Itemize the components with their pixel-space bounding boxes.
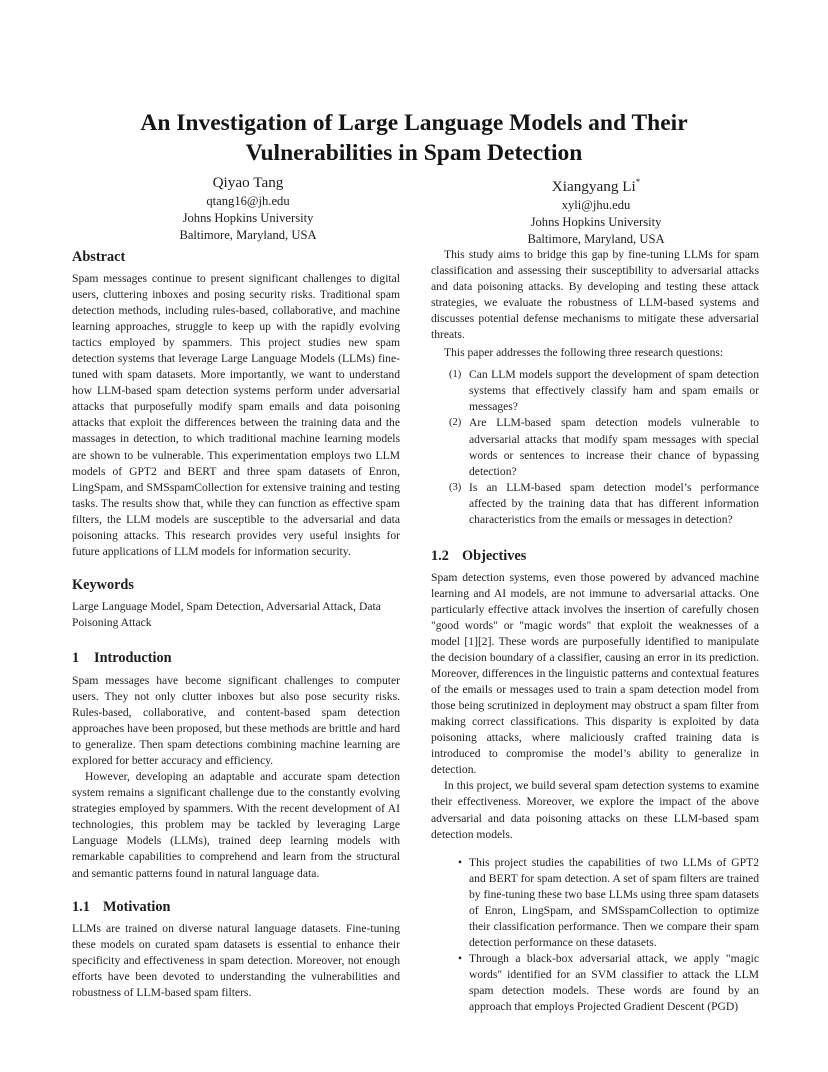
author-location: Baltimore, Maryland, USA xyxy=(179,228,317,242)
list-marker: (3) xyxy=(449,481,462,493)
section-heading-introduction xyxy=(72,648,400,668)
section-number: 1.1 xyxy=(72,898,90,915)
research-question-item xyxy=(449,415,759,479)
bullet-icon: • xyxy=(458,951,463,965)
objectives-paragraph-1: Spam detection systems, even those powered by advanced machine learning and AI models, are not immune to adversarial attacks. One particularly effective attack involves the insertion of carefully chosen "good words" or "magic words" that exploit the weaknesses of a model [1][2]. These words are purposefully identified to manipulate the decision boundary of a classifier, causing an error in its prediction. Moreover, differences in the linguistic patterns and contextual features of the emails or messages used to train a spam detection model from those being scrutinized in deployment may obstruct a spam filter from making correct classifications. This disparity is exploited by data poisoning attacks, where maliciously crafted training data is introduced to compromise the model’s ability to generalize in detection. xyxy=(431,570,759,777)
objective-bullet-text: This project studies the capabilities of two LLMs of GPT2 and BERT for spam detection. A set of spam filters are trained by fine-tuning these two base LLMs using three spam datasets of Enron, LingSpam, and SMSspamCollection to optimize their classification performance. Then we compare their spam detection performance on these datasets. xyxy=(469,855,759,949)
section-title: Motivation xyxy=(103,898,171,915)
section-number: 1 xyxy=(72,649,80,666)
research-question-text: Can LLM models support the development of spam detection systems that effectively classify ham and spam emails or messages? xyxy=(469,368,759,414)
section-number: 1.2 xyxy=(431,547,449,564)
section-title: Objectives xyxy=(462,547,527,564)
author-affiliation: Johns Hopkins University xyxy=(530,215,662,230)
keywords-heading: Keywords xyxy=(72,576,134,593)
author-block-2 xyxy=(466,172,726,248)
right-column xyxy=(431,247,759,1015)
author-email: xyli@jhu.edu xyxy=(561,198,631,213)
author-name: Qiyao Tang xyxy=(212,174,284,191)
objectives-paragraph-2: In this project, we build several spam detection systems to examine their effectiveness. Moreover, we explore the impact of the above adversarial and data poisoning attacks on these LLM-based spam detection models. xyxy=(431,779,759,841)
corresponding-author-mark: * xyxy=(635,177,641,187)
introduction-paragraph-2: However, developing an adaptable and accurate spam detection system remains a significant challenge due to the constantly evolving strategies employed by spammers. With the recent development of AI technologies, this problem may be tackled by leveraging Large Language Models (LLMs), trained deep learning models with remarkable capabilities to comprehend and learn from the structural and semantic patterns found in natural language data. xyxy=(72,770,400,880)
author-location: Baltimore, Maryland, USA xyxy=(527,232,665,247)
research-question-item xyxy=(449,367,759,415)
paper-title xyxy=(60,108,768,168)
objective-bullet-text: Through a black-box adversarial attack, we apply "magic words" identified for an SVM classifier to attack the LLM spam detection models. These words are found by an approach that employs Projected Gradient Descent (PGD) xyxy=(469,951,759,1014)
research-question-item xyxy=(449,480,759,528)
author-affiliation: Johns Hopkins University xyxy=(182,211,314,225)
list-marker: (1) xyxy=(449,369,462,381)
intro-continued-paragraph-2: This paper addresses the following three research questions: xyxy=(444,346,724,360)
author-name xyxy=(466,172,726,197)
list-marker: (2) xyxy=(449,417,462,429)
introduction-paragraph-1: Spam messages have become significant challenges to computer users. They not only clutter inboxes but also pose security risks. Rules-based, collaborative, and content-based spam detection approaches have been proposed, but these methods are brittle and hard to generalize. Then spam detections combining machine learning are explored for better accuracy and efficiency. xyxy=(72,673,400,768)
section-title: Introduction xyxy=(94,649,172,666)
abstract-text: Spam messages continue to present significant challenges to digital users, cluttering inboxes and posing security risks. Traditional spam detection methods, including rules-based, collaborative, and machine learning approaches, struggle to keep up with the rapidly evolving tactics employed by spammers. This project studies new spam detection systems that leverage Large Language Models (LLMs) fine-tuned with spam datasets. More importantly, we want to understand how LLM-based spam detection systems perform under adversarial attacks that purposefully modify spam emails and data poisoning attacks that exploit the differences between the training data and the massages in detection, to which traditional machine learning models are shown to be vulnerable. This experimentation employs two LLM models of GPT2 and BERT and three spam datasets of Enron, LingSpam, and SMSspamCollection for extensive training and testing tasks. The results show that, while they can function as effective spam filters, the LLM models are susceptible to the adversarial and data poisoning attacks. This research provides very useful insights for future applications of LLM models for information security. xyxy=(72,272,400,558)
section-heading-objectives xyxy=(431,546,759,566)
research-question-text: Are LLM-based spam detection models vulnerable to adversarial attacks that modify spam messages with special words or sentences to increase their chance of bypassing detection? xyxy=(469,416,759,478)
abstract-heading: Abstract xyxy=(72,249,126,265)
section-heading-motivation xyxy=(72,897,400,917)
title-line-2: Vulnerabilities in Spam Detection xyxy=(245,140,583,166)
objective-bullet-item xyxy=(458,951,759,1015)
intro-continued-paragraph-1: This study aims to bridge this gap by fine-tuning LLMs for spam classification and assessing their susceptibility to adversarial attacks and data poisoning attacks. By developing and testing these attack strategies, we evaluate the robustness of LLM-based systems and discusses potential defense mechanisms to mitigate these adversarial threats. xyxy=(431,248,759,342)
bullet-icon: • xyxy=(458,855,463,869)
left-column xyxy=(72,247,400,1001)
motivation-paragraph-1: LLMs are trained on diverse natural language datasets. Fine-tuning these models on curated spam datasets is essential to enhance their specificity and effectiveness in spam detection. Moreover, not enough efforts have been devoted to understanding the vulnerabilities and robustness of LLM-based spam filters. xyxy=(72,921,400,999)
research-question-text: Is an LLM-based spam detection model’s performance affected by the training data that has different information characteristics from the emails or messages in detection? xyxy=(469,480,759,526)
objective-bullet-item xyxy=(458,855,759,951)
author-email: qtang16@jh.edu xyxy=(206,194,290,208)
author-name-text: Xiangyang Li xyxy=(551,178,636,196)
author-block-1 xyxy=(118,172,378,244)
title-line-1: An Investigation of Large Language Models and Their xyxy=(140,110,688,136)
keywords-text: Large Language Model, Spam Detection, Adversarial Attack, Data Poisoning Attack xyxy=(72,599,381,629)
objectives-bullet-list xyxy=(431,855,759,1015)
research-questions-list xyxy=(431,367,759,527)
